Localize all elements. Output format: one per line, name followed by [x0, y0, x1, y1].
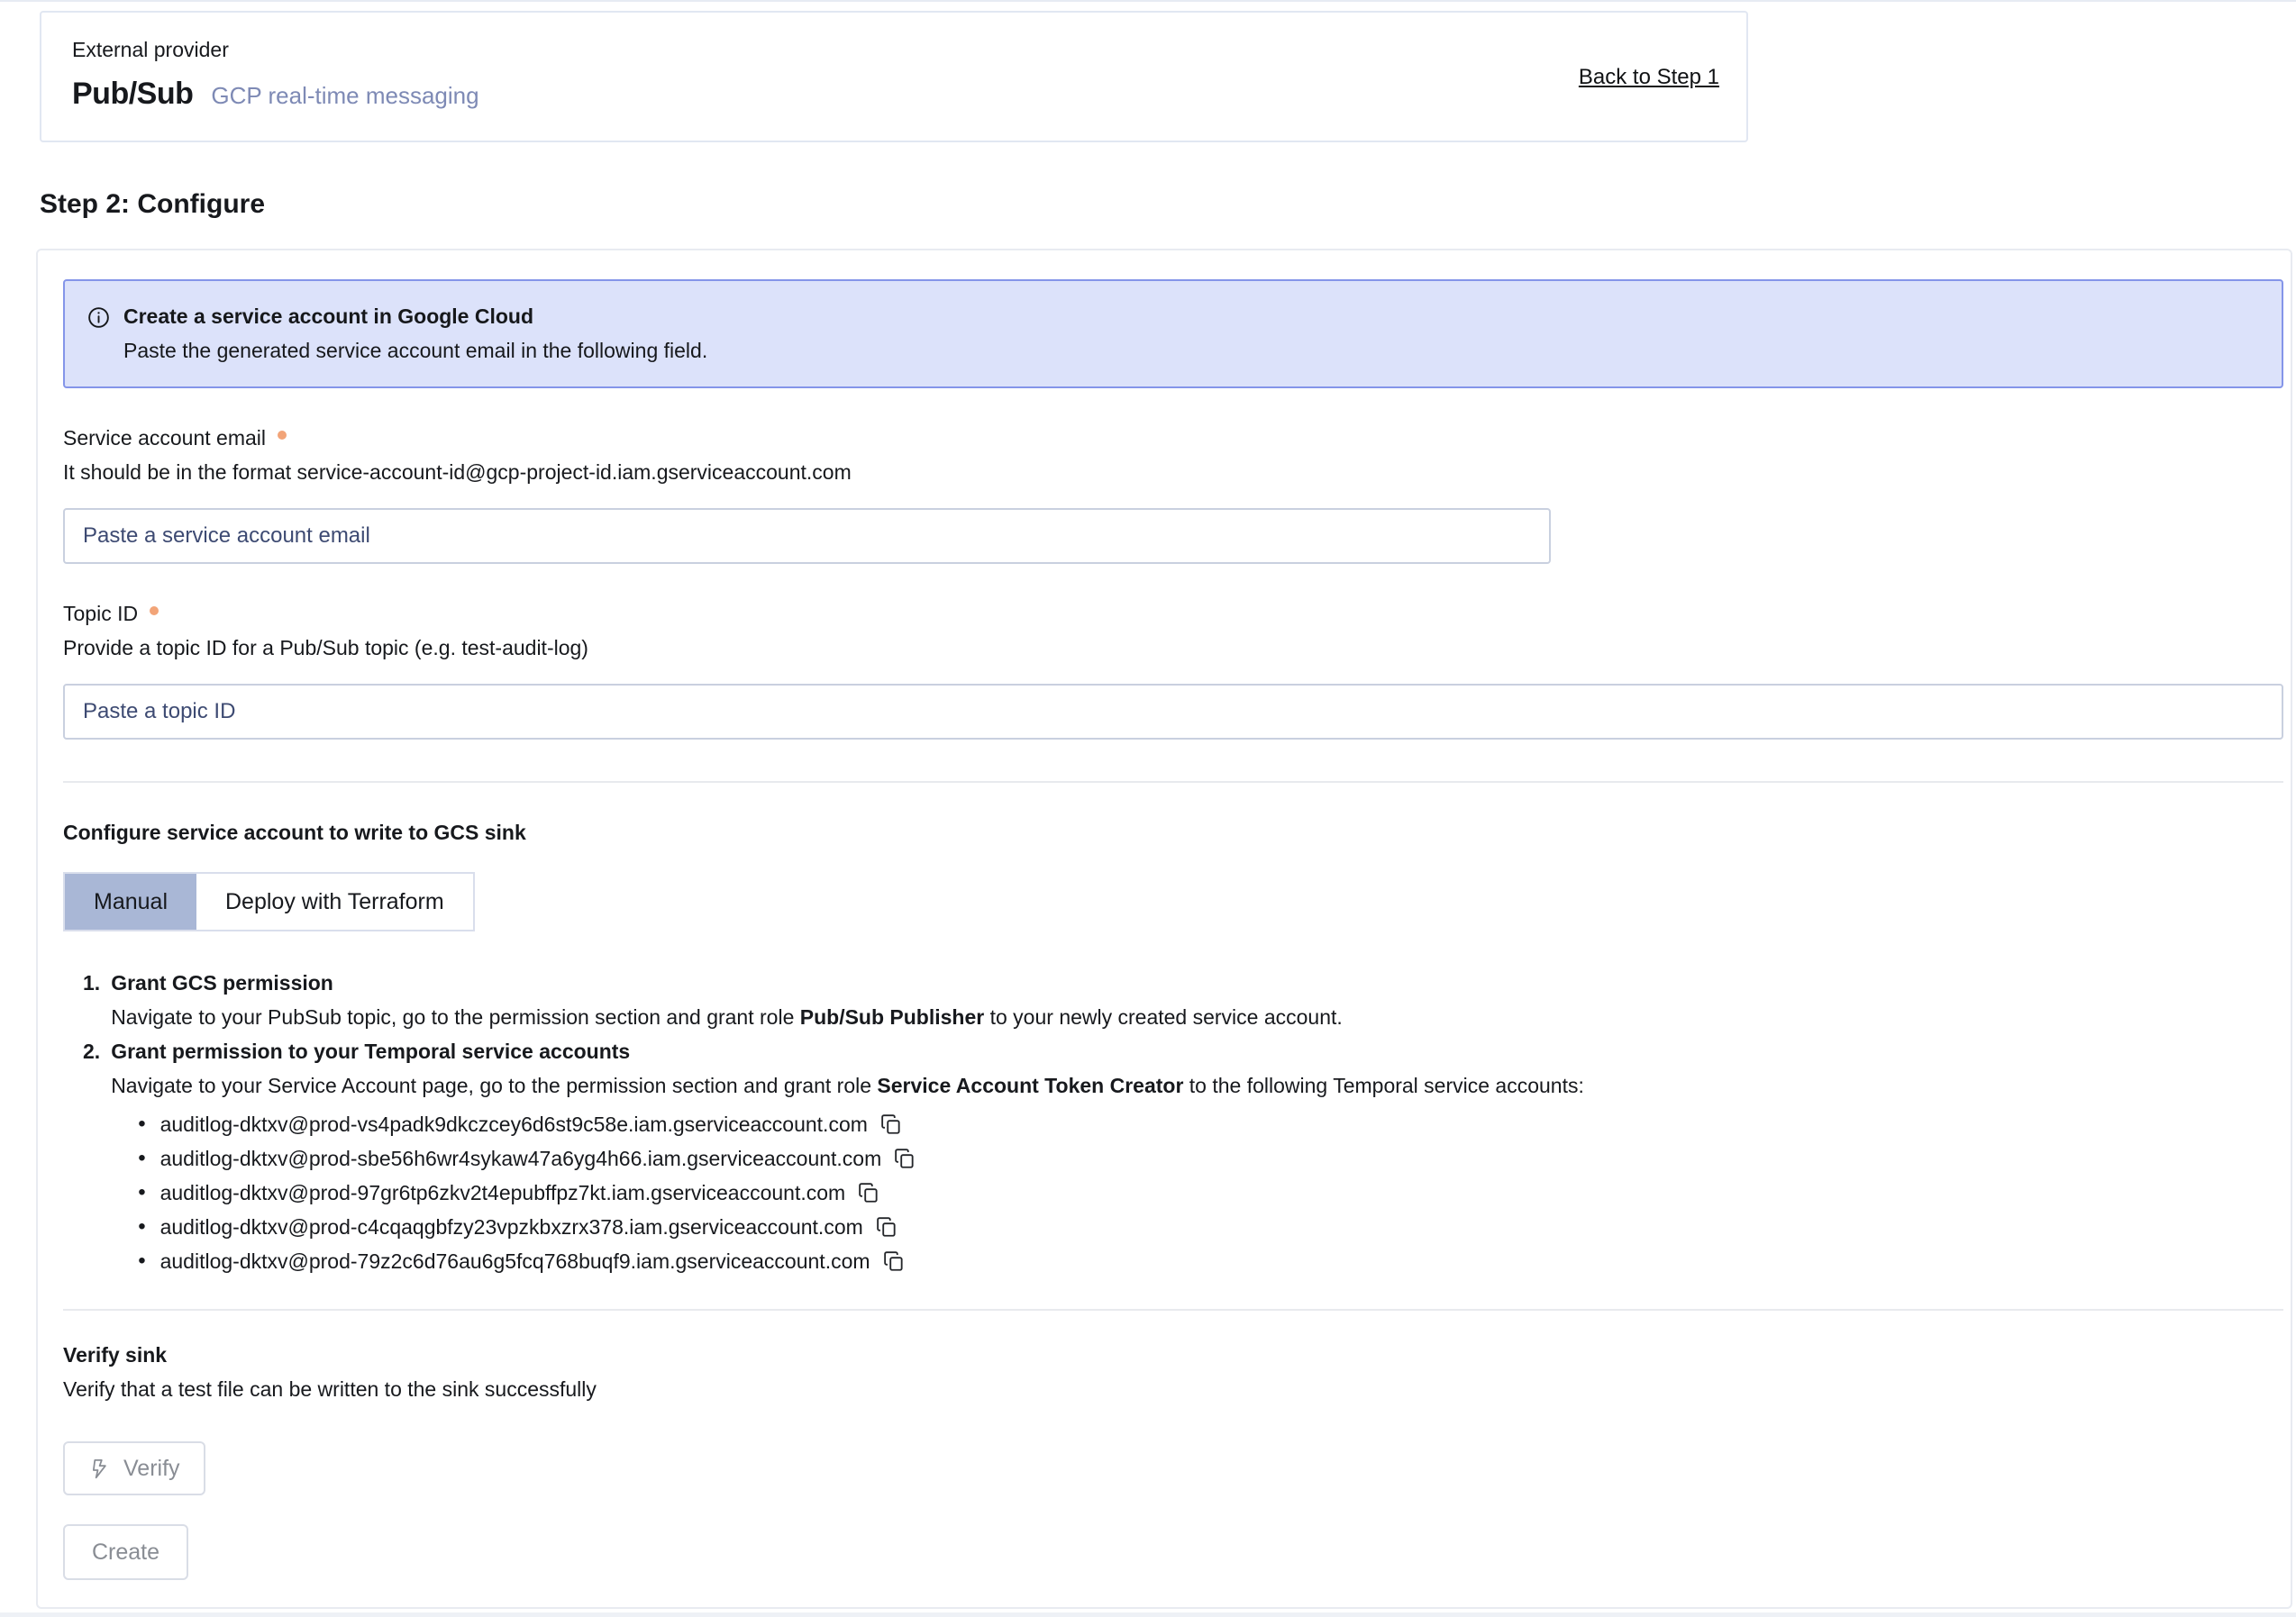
provider-card: [40, 11, 1748, 142]
copy-icon[interactable]: [857, 1181, 880, 1204]
step-body: [111, 1068, 1584, 1103]
verify-sink-title: Verify sink: [63, 1343, 168, 1367]
create-button-label: Create: [92, 1539, 160, 1565]
required-dot-icon: [150, 606, 159, 615]
banner-body: Paste the generated service account email in the following field.: [123, 339, 708, 362]
info-icon: [87, 305, 111, 363]
step-body-text: Navigate to your PubSub topic, go to the permission section and grant role: [111, 1005, 800, 1029]
topic-id-input[interactable]: [63, 684, 2283, 740]
list-item: [138, 1176, 1584, 1210]
step-number: 2.: [83, 1040, 101, 1063]
step-body-text: to your newly created service account.: [984, 1005, 1343, 1029]
list-item: [83, 966, 2283, 1034]
service-account-email: • auditlog-dktxv@prod-79z2c6d76au6g5fcq768buqf9.iam.gserviceaccount.com: [159, 1249, 870, 1273]
step-title: Grant GCS permission: [111, 971, 333, 995]
list-item: [83, 1034, 2283, 1278]
step-body-text: Navigate to your Service Account page, go to the permission section and grant role: [111, 1074, 878, 1097]
copy-icon[interactable]: [879, 1113, 903, 1136]
section-divider: [63, 1309, 2283, 1311]
copy-icon[interactable]: [882, 1249, 906, 1273]
topic-id-label: Topic ID: [63, 602, 139, 625]
list-item: [138, 1107, 1584, 1141]
manual-steps-list: [63, 966, 2283, 1278]
verify-button-label: Verify: [123, 1455, 180, 1481]
deployment-method-tabs: [63, 872, 475, 931]
provider-name: Pub/Sub: [72, 77, 194, 111]
page-top-border: [0, 0, 2296, 2]
service-account-email: • auditlog-dktxv@prod-vs4padk9dkczcey6d6st9c58e.iam.gserviceaccount.com: [159, 1113, 868, 1136]
list-item: [138, 1244, 1584, 1278]
page-title: Step 2: Configure: [40, 189, 266, 219]
copy-icon[interactable]: [893, 1147, 916, 1170]
configure-section-title: Configure service account to write to GCS sink: [63, 821, 526, 844]
service-account-email: • auditlog-dktxv@prod-c4cqaqgbfzy23vpzkbxzrx378.iam.gserviceaccount.com: [159, 1215, 863, 1239]
topic-id-field-group: [63, 602, 2283, 740]
section-divider: [63, 781, 2283, 783]
tab-manual[interactable]: Manual: [65, 874, 196, 930]
role-name: Service Account Token Creator: [877, 1074, 1184, 1097]
required-dot-icon: [278, 431, 287, 440]
banner-title: Create a service account in Google Cloud: [123, 304, 534, 328]
verify-sink-helper: Verify that a test file can be written to the sink successfully: [63, 1377, 597, 1401]
verify-button[interactable]: [63, 1441, 205, 1495]
page-bottom-strip: [0, 1612, 2296, 1617]
role-name: Pub/Sub Publisher: [799, 1005, 985, 1029]
back-to-step-1-link[interactable]: Back to Step 1: [1578, 65, 1719, 89]
create-button[interactable]: [63, 1524, 188, 1580]
external-provider-label: External provider: [72, 38, 229, 61]
step-body: [111, 1000, 1343, 1034]
list-item: [138, 1141, 1584, 1176]
list-item: [138, 1210, 1584, 1244]
provider-description: GCP real-time messaging: [211, 82, 479, 109]
service-account-email-field-group: [63, 426, 2283, 564]
step-number: 1.: [83, 971, 101, 995]
service-account-email-label: Service account email: [63, 426, 266, 450]
service-account-email-input[interactable]: [63, 508, 1551, 564]
service-account-list: [111, 1107, 1584, 1278]
tab-deploy-with-terraform[interactable]: Deploy with Terraform: [196, 874, 473, 930]
copy-icon[interactable]: [875, 1215, 898, 1239]
step-body-text: to the following Temporal service accounts:: [1183, 1074, 1584, 1097]
topic-id-helper: Provide a topic ID for a Pub/Sub topic (e.g. test-audit-log): [63, 636, 588, 659]
service-account-email-helper: It should be in the format service-account-id@gcp-project-id.iam.gserviceaccount.com: [63, 460, 852, 484]
configure-panel: [36, 249, 2292, 1609]
service-account-email: • auditlog-dktxv@prod-97gr6tp6zkv2t4epubffpz7kt.iam.gserviceaccount.com: [159, 1181, 846, 1204]
info-banner: [63, 279, 2283, 388]
lightning-bolt-icon: [88, 1458, 111, 1480]
service-account-email: • auditlog-dktxv@prod-sbe56h6wr4sykaw47a6yg4h66.iam.gserviceaccount.com: [159, 1147, 882, 1170]
step-title: Grant permission to your Temporal service accounts: [111, 1040, 631, 1063]
